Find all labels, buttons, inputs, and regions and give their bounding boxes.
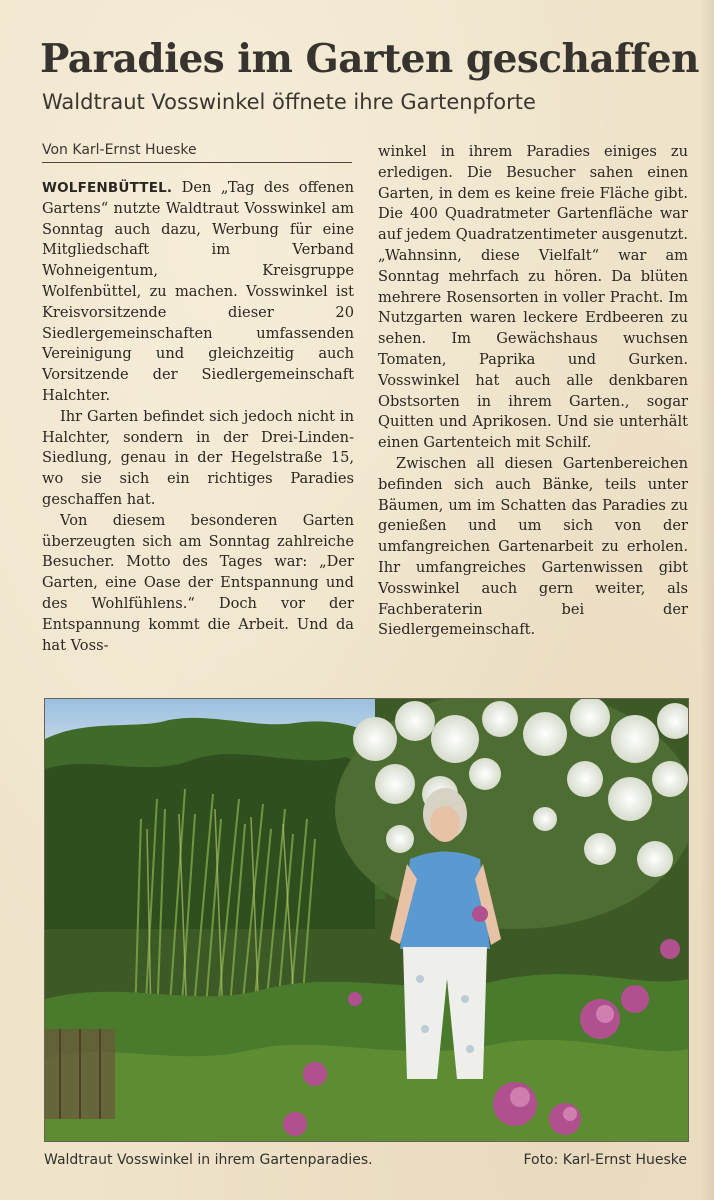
paragraph: Von diesem besonderen Garten überzeugten sich am Sonntag zahlreiche Besucher. Motto des Tages war: „Der Garten, eine Oase der Entspannung und des Wohlfühlens.“ Doch vor der Entspannung kommt die Arbeit. Und da hat Voss- bbox=[42, 511, 354, 654]
text-column-right bbox=[378, 142, 688, 641]
photo-caption-row bbox=[44, 1152, 687, 1168]
page-edge-shadow bbox=[700, 0, 714, 1200]
garden-photo-illustration bbox=[45, 699, 688, 1141]
paragraph: Ihr Garten befindet sich jedoch nicht in Halchter, sondern in der Drei-Linden-Siedlung, genau in der Hegelstraße 15, wo sie sich ein richtiges Paradies geschaffen hat. bbox=[42, 407, 354, 508]
article-byline: Von Karl-Ernst Hueske bbox=[42, 142, 352, 163]
garden-photo bbox=[44, 698, 689, 1142]
paragraph-text: Den „Tag des offenen Gartens“ nutzte Waldtraut Vosswinkel am Sonntag auch dazu, Werbung für eine Mitgliedschaft im Verband Wohneigentum, Kreisgruppe Wolfenbüttel, zu machen. Vosswinkel ist Kreisvorsitzende dieser 20 Siedlergemeinschaften umfassenden Vereinigung und gleichzeitig auch Vorsitzende der Siedlergemeinschaft Halchter. bbox=[42, 179, 355, 404]
paragraph: winkel in ihrem Paradies einiges zu erledigen. Die Besucher sahen einen Garten, in dem es keine freie Fläche gibt. Die 400 Quadratmeter Gartenfläche war auf jedem Quadratzentimeter ausgenutzt. „Wahnsinn, diese Vielfalt“ war am Sonntag mehrfach zu hören. Da blüten mehrere Rosensorten in voller Pracht. Im Nutzgarten waren leckere Erdbeeren zu sehen. Im Gewächshaus wuchsen Tomaten, Paprika und Gurken. Vosswinkel hat auch alle denkbaren Obstsorten in ihrem Garten., sogar Quitten und Aprikosen. Und sie unterhält einen Gartenteich mit Schilf. bbox=[378, 143, 688, 452]
paragraph bbox=[42, 178, 354, 407]
dateline: WOLFENBÜTTEL. bbox=[42, 180, 173, 196]
article-headline: Paradies im Garten geschaffen bbox=[40, 36, 699, 82]
photo-caption: Waldtraut Vosswinkel in ihrem Gartenparadies. bbox=[44, 1152, 373, 1168]
article-subheadline: Waldtraut Vosswinkel öffnete ihre Gartenpforte bbox=[42, 90, 536, 114]
photo-credit: Foto: Karl-Ernst Hueske bbox=[523, 1152, 687, 1168]
paragraph: Zwischen all diesen Gartenbereichen befinden sich auch Bänke, teils unter Bäumen, um im Schatten das Paradies zu genießen und um sich von der umfangreichen Gartenarbeit zu erholen. Ihr umfangreiches Gartenwissen gibt Vosswinkel auch gern weiter, als Fachberaterin bei der Siedlergemeinschaft. bbox=[378, 454, 688, 639]
text-column-left bbox=[42, 178, 354, 656]
